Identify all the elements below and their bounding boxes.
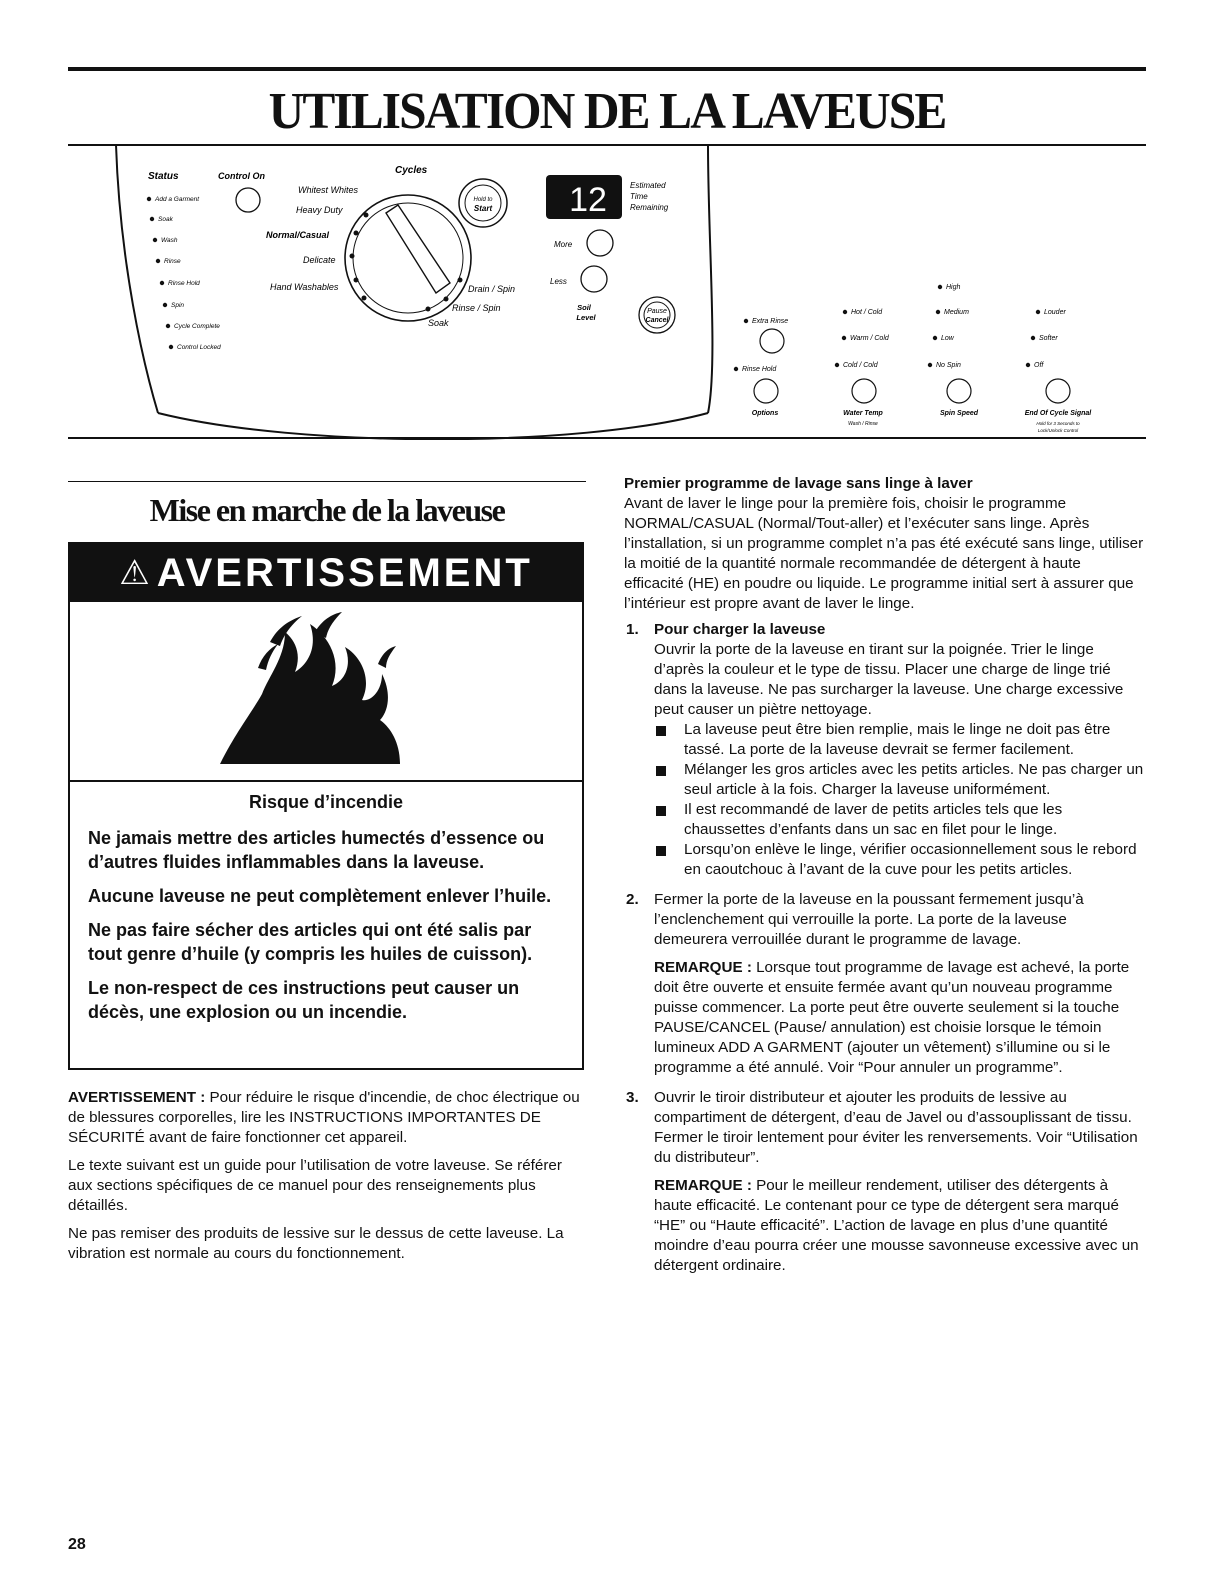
water-temp-button: [852, 379, 876, 403]
svg-text:Time: Time: [630, 192, 648, 201]
warning-text: [88, 790, 564, 1034]
more-label: More: [554, 240, 573, 249]
svg-text:High: High: [946, 284, 961, 291]
control-panel-illustration: [68, 143, 1146, 440]
warning-risk-title: Risque d’incendie: [248, 792, 404, 812]
svg-text:Off: Off: [1034, 362, 1044, 369]
cycle-drain-label: Drain / Spin: [468, 284, 516, 294]
svg-text:No Spin: No Spin: [936, 362, 961, 369]
guide-paragraph: Le texte suivant est un guide pour l’utilisation de votre laveuse. Se référer aux sections spécifiques de ce manuel pour des renseignements plus détaillés.: [68, 1157, 562, 1214]
warning-paragraph: Ne pas faire sécher des articles qui ont été salis par tout genre d’huile (y compris les huiles de cuisson).: [88, 920, 533, 964]
svg-text:Lock/Unlock Control: Lock/Unlock Control: [1037, 428, 1079, 433]
svg-text:Softer: Softer: [1039, 335, 1058, 342]
cancel-label: Cancel: [645, 317, 669, 324]
svg-text:Estimated: Estimated: [630, 181, 666, 190]
cycle-delicate-label: Delicate: [303, 255, 336, 265]
first-cycle-heading: Premier programme de lavage sans linge à laver: [624, 475, 973, 492]
soil-level-label: Level: [576, 313, 596, 322]
warning-paragraph: Ne jamais mettre des articles humectés d’essence ou d’autres fluides inflammables dans la laveuse.: [88, 828, 545, 872]
right-column-text: [624, 474, 1144, 1276]
fire-hazard-illustration: [70, 602, 582, 782]
extra-rinse-button: [760, 329, 784, 353]
spin-speed-button: [947, 379, 971, 403]
status-item: Rinse: [164, 258, 181, 265]
status-list: [147, 196, 221, 351]
status-header: Status: [148, 171, 179, 182]
status-item: Soak: [158, 216, 173, 223]
svg-text:Cold / Cold: Cold / Cold: [843, 362, 878, 369]
warning-box: [68, 542, 584, 1070]
estimated-time-label: [630, 181, 669, 212]
svg-text:Remaining: Remaining: [630, 203, 669, 212]
end-signal-button: [1046, 379, 1070, 403]
cycle-normal-label: Normal/Casual: [266, 230, 330, 240]
svg-text:Medium: Medium: [944, 309, 969, 316]
warning-paragraph: Aucune laveuse ne peut complètement enlever l’huile.: [88, 886, 552, 906]
warning-triangle-icon: ⚠: [119, 554, 153, 592]
status-item: Spin: [171, 302, 185, 309]
svg-text:Options: Options: [751, 410, 779, 417]
section-title: Mise en marche de la laveuse: [149, 492, 505, 528]
step-2-note: REMARQUE : Lorsque tout programme de lavage est achevé, la porte doit être ouverte et ensuite fermée avant qu’un nouveau programme puisse commencer. La porte peut être ouverte seulement si la touche PAUSE/CANCEL (Pause/ annulation) est choisie lorsque le témoin lumineux ADD A GARMENT (ajouter un vêtement) s’illumine ou si le programme a été annulé. Voir “Pour annuler un programme”.: [654, 959, 1130, 1076]
step-3-text: Ouvrir le tiroir distributeur et ajouter les produits de lessive au compartiment de détergent, d’eau de Javel ou d’assouplissant de tissu. Fermer le tiroir lentement pour éviter les renversements. Voir “Utilisation du distributeur”.: [654, 1089, 1138, 1166]
storage-paragraph: Ne pas remiser des produits de lessive sur le dessus de cette laveuse. La vibration est normale au cours du fonctionnement.: [68, 1225, 564, 1262]
svg-text:Low: Low: [941, 335, 954, 342]
left-column-text: [68, 1088, 582, 1272]
start-label: Start: [473, 204, 493, 213]
time-display-value: 12: [569, 181, 607, 219]
start-button: [459, 179, 507, 227]
step-2: 2. Fermer la porte de la laveuse en la poussant fermement jusqu’à l’enclenchement qui verrouille la porte. La porte de la laveuse demeurera verrouillée durant le programme de lavage. REMARQUE : Lorsque tout programme de lavage est achevé, la porte doit être ouverte et ensuite fermée avant qu’un nouveau programme puisse commencer. La porte peut être ouverte seulement si la touche PAUSE/CANCEL (Pause/ annulation) est choisie lorsque le témoin lumineux ADD A GARMENT (ajouter un vêtement) s’illumine ou si le programme a été annulé. Voir “Pour annuler un programme”.: [624, 890, 1144, 1078]
status-item: Rinse Hold: [168, 280, 200, 287]
svg-text:Hold for 3 Seconds to: Hold for 3 Seconds to: [1036, 421, 1080, 426]
step-1: 1. Pour charger la laveuse Ouvrir la porte de la laveuse en tirant sur la poignée. Trier le linge d’après la couleur et le type de tissu. Placer une charge de linge trié dans la laveuse. Ne pas surcharger la laveuse. Une charge excessive peut causer un piètre nettoyage. La laveuse peut être bien remplie, mais le linge ne doit pas être tassé. La porte de la laveuse devrait se fermer facilement. Mélanger les gros articles avec les petits articles. Ne pas charger un seul article à la fois. Charger la laveuse uniformément. Il est recommandé de laver de petits articles tels que les chaussettes d’enfants dans un sac en filet pour le linge. Lorsqu’on enlève le linge, vérifier occasionnellement sous le rebord en caoutchouc à l’avant de la cuve pour les petits articles.: [626, 621, 1144, 878]
dial-markers: [350, 213, 463, 312]
step-1-title: Pour charger la laveuse: [654, 621, 826, 638]
svg-text:Louder: Louder: [1044, 309, 1066, 316]
section-rule: [68, 481, 586, 482]
list-item: Lorsqu’on enlève le linge, vérifier occasionnellement sous le rebord en caoutchouc à l’avant de la cuve pour les petits articles.: [654, 840, 1144, 880]
cycle-hand-label: Hand Washables: [270, 282, 339, 292]
svg-text:Hot / Cold: Hot / Cold: [851, 309, 883, 316]
page-title: UTILISATION DE LA LAVEUSE: [268, 83, 946, 140]
cycle-soak-label: Soak: [428, 318, 449, 328]
svg-text:Water Temp: Water Temp: [843, 410, 883, 417]
end-signal-group: [1025, 309, 1093, 433]
svg-text:Extra Rinse: Extra Rinse: [752, 318, 789, 325]
status-item: Control Locked: [177, 344, 221, 351]
warning-header-text: AVERTISSEMENT: [156, 551, 533, 595]
svg-text:Wash / Rinse: Wash / Rinse: [848, 421, 878, 427]
rinse-hold-button: [754, 379, 778, 403]
cycles-header: Cycles: [395, 165, 428, 176]
svg-text:Spin Speed: Spin Speed: [939, 410, 979, 417]
list-item: Il est recommandé de laver de petits articles tels que les chaussettes d’enfants dans un sac en filet pour le linge.: [654, 800, 1144, 840]
step-3-note: REMARQUE : Pour le meilleur rendement, utiliser des détergents à haute efficacité. Le contenant pour ce type de détergent sera marqué “HE” ou “Haute efficacité”. L’action de lavage en plus d’une quantité moindre d’eau pourra créer une mousse savonneuse excessive avec un détergent ordinaire.: [654, 1177, 1139, 1274]
water-temp-group: [835, 309, 890, 427]
less-button: [581, 266, 607, 292]
control-on-label: Control On: [218, 171, 265, 181]
cycle-whitest-label: Whitest Whites: [298, 185, 359, 195]
control-on-button: [236, 188, 260, 212]
cycle-rinse-label: Rinse / Spin: [452, 303, 501, 313]
list-item: La laveuse peut être bien remplie, mais le linge ne doit pas être tassé. La porte de la laveuse devrait se fermer facilement.: [654, 720, 1144, 760]
svg-text:Rinse Hold: Rinse Hold: [742, 366, 777, 373]
list-item: Mélanger les gros articles avec les petits articles. Ne pas charger un seul article à la fois. Charger la laveuse uniformément.: [654, 760, 1144, 800]
options-group: [734, 318, 788, 417]
hold-to-label: Hold to: [473, 197, 493, 203]
svg-text:End Of Cycle Signal: End Of Cycle Signal: [1024, 410, 1092, 417]
fire-icon: [70, 602, 582, 780]
warning-header: [70, 544, 582, 602]
pause-label: Pause: [647, 308, 667, 315]
top-rule: [68, 67, 1146, 71]
spin-speed-group: [928, 284, 979, 417]
step-2-text: Fermer la porte de la laveuse en la poussant fermement jusqu’à l’enclenchement qui verrouille la porte. La porte de la laveuse demeurera verrouillée durant le programme de lavage.: [654, 891, 1084, 948]
control-panel-svg: [68, 143, 1146, 440]
dial-pointer: [386, 205, 450, 293]
less-label: Less: [550, 277, 567, 286]
warning-paragraph: Le non-respect de ces instructions peut causer un décès, une explosion ou un incendie.: [88, 978, 520, 1022]
page-number: 28: [68, 1536, 86, 1553]
status-item: Add a Garment: [155, 196, 200, 203]
svg-text:Warm / Cold: Warm / Cold: [850, 335, 889, 342]
step-1-text: Ouvrir la porte de la laveuse en tirant sur la poignée. Trier le linge d’après la couleur et le type de tissu. Placer une charge de linge trié dans la laveuse. Ne pas surcharger la laveuse. Une charge excessive peut causer un piètre nettoyage.: [654, 641, 1124, 718]
status-item: Cycle Complete: [174, 323, 220, 330]
safety-paragraph: AVERTISSEMENT : Pour réduire le risque d'incendie, de choc électrique ou de blessures corporelles, lire les INSTRUCTIONS IMPORTANTES DE SÉCURITÉ avant de faire fonctionner cet appareil.: [68, 1089, 580, 1146]
step-3: 3. Ouvrir le tiroir distributeur et ajouter les produits de lessive au compartiment de détergent, d’eau de Javel ou d’assouplissant de tissu. Fermer le tiroir lentement pour éviter les renversements. Voir “Utilisation du distributeur”. REMARQUE : Pour le meilleur rendement, utiliser des détergents à haute efficacité. Le contenant pour ce type de détergent sera marqué “HE” ou “Haute efficacité”. L’action de lavage en plus d’une quantité moindre d’eau pourra créer une mousse savonneuse excessive avec un détergent ordinaire.: [624, 1088, 1144, 1276]
more-button: [587, 230, 613, 256]
soil-label: Soil: [577, 303, 591, 312]
status-item: Wash: [161, 237, 178, 244]
cycle-heavy-label: Heavy Duty: [296, 205, 343, 215]
first-cycle-intro: Avant de laver le linge pour la première fois, choisir le programme NORMAL/CASUAL (Normal/Tout-aller) et l’exécuter sans linge. Après l’installation, si un programme complet n’a pas été exécuté sans linge, utiliser la moitié de la quantité normale recommandée de détergent à haute efficacité (HE) en poudre ou liquide. Le programme initial sert à assurer que l’intérieur est propre avant de laver le linge.: [624, 495, 1144, 612]
